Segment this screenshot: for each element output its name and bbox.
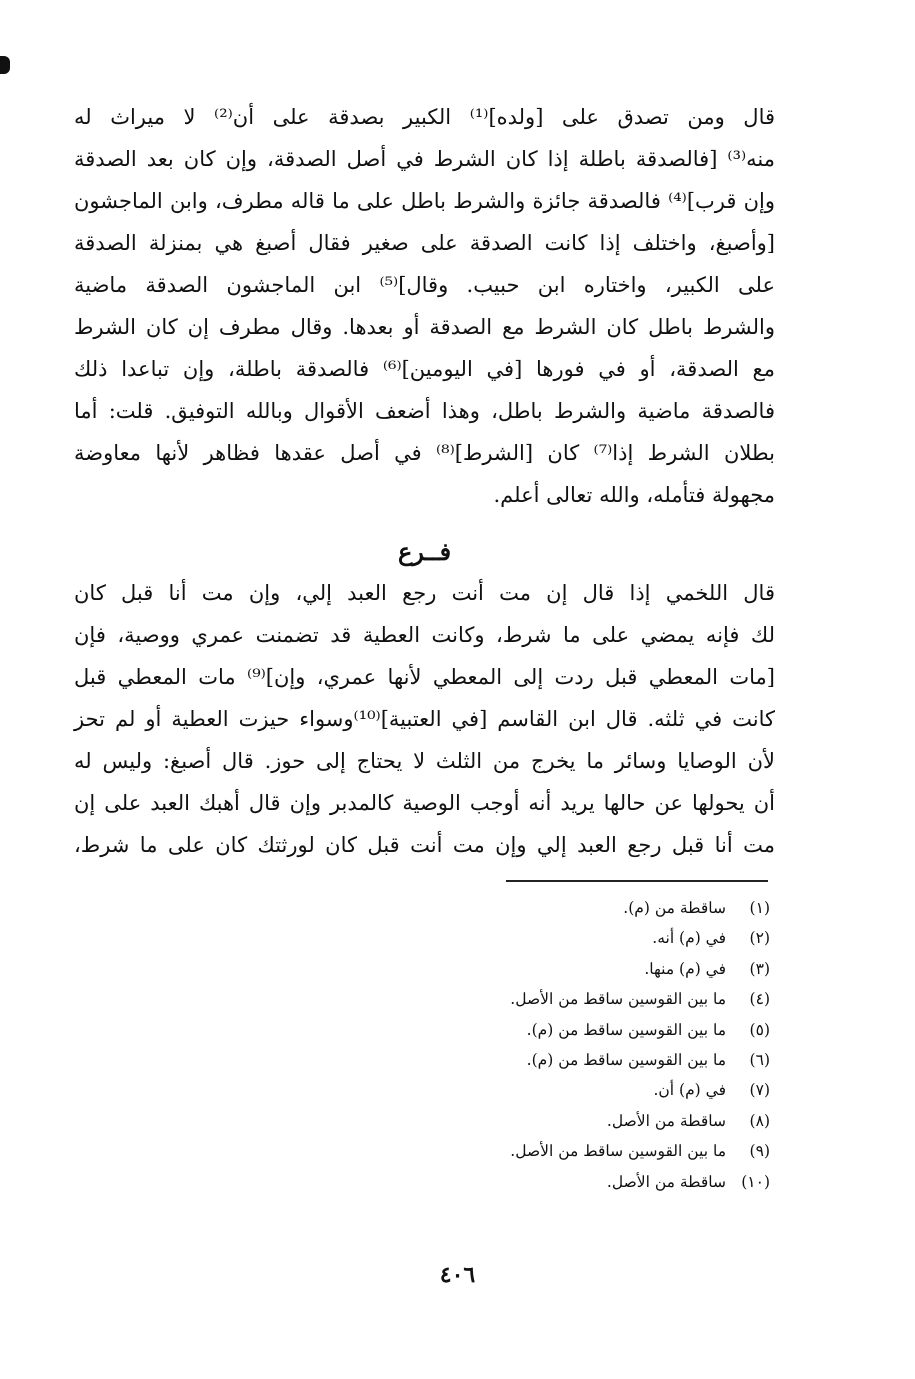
footnote-text: ما بين القوسين ساقط من (م). <box>526 1050 726 1069</box>
footnote <box>390 1136 770 1166</box>
footnote-number: (٩) <box>749 1142 770 1161</box>
footnote-text: في (م) أن. <box>653 1081 726 1100</box>
footnote <box>390 1167 770 1197</box>
footnotes-list <box>390 893 770 1197</box>
footnote-text: في (م) أنه. <box>652 929 726 948</box>
footnote-number: (٢) <box>749 929 770 948</box>
footnote-text: ساقطة من الأصل. <box>606 1172 726 1191</box>
page-number: ٤٠٦ <box>439 1262 476 1288</box>
footnote <box>390 1106 770 1136</box>
paragraph-two <box>74 572 775 866</box>
footnote-number: (٥) <box>749 1020 770 1039</box>
text-line: قال ومن تصدق على [ولده]⁽¹⁾ الكبير بصدقة على أن⁽²⁾ لا ميراث له <box>74 105 776 129</box>
footnote-text: ما بين القوسين ساقط من الأصل. <box>510 990 726 1009</box>
text-line: [مات المعطي قبل ردت إلى المعطي لأنها عمري، وإن]⁽⁹⁾ مات المعطي قبل <box>74 665 775 689</box>
footnote <box>390 1015 770 1045</box>
footnote <box>390 984 770 1014</box>
footnote-text: في (م) منها. <box>644 959 726 978</box>
text-line: مت أنا قبل رجع العبد إلي وإن مت أنت قبل كان لورثتك كان على ما شرط، <box>74 833 775 857</box>
text-line: فالصدقة ماضية والشرط باطل، وهذا أضعف الأقوال وبالله التوفيق. قلت: أما <box>74 399 775 423</box>
footnote <box>390 923 770 953</box>
text-line: والشرط باطل كان الشرط مع الصدقة أو بعدها. وقال مطرف إن كان الشرط <box>74 315 775 339</box>
text-line: أن يحولها عن حالها يريد أنه أوجب الوصية كالمدبر وإن قال أهبك العبد على إن <box>74 791 775 815</box>
footnote-number: (٦) <box>749 1050 770 1069</box>
text-line: بطلان الشرط إذا⁽⁷⁾ كان [الشرط]⁽⁸⁾ في أصل عقدها فظاهر لأنها معاوضة <box>74 441 775 465</box>
footnote <box>390 954 770 984</box>
text-line: لك فإنه يمضي على ما شرط، وكانت العطية قد تضمنت عمري ووصية، فإن <box>74 623 775 647</box>
footnote-divider <box>506 880 768 882</box>
footnote <box>390 893 770 923</box>
text-line: [وأصبغ، واختلف إذا كانت الصدقة على صغير فقال أصبغ هي بمنزلة الصدقة <box>74 231 775 255</box>
text-line: وإن قرب]⁽⁴⁾ فالصدقة جائزة والشرط باطل على ما قاله مطرف، وابن الماجشون <box>74 189 776 213</box>
text-line: منه⁽³⁾ [فالصدقة باطلة إذا كان الشرط في أصل الصدقة، وإن كان بعد الصدقة <box>74 147 775 171</box>
text-line: قال اللخمي إذا قال إن مت أنت رجع العبد إلي، وإن مت أنا قبل كان <box>74 581 775 605</box>
text-line: مجهولة فتأمله، والله تعالى أعلم. <box>493 483 775 507</box>
text-line: مع الصدقة، أو في فورها [في اليومين]⁽⁶⁾ فالصدقة باطلة، وإن تباعدا ذلك <box>74 357 775 381</box>
footnote-text: ما بين القوسين ساقط من الأصل. <box>510 1142 726 1161</box>
footnote-text: ساقطة من الأصل. <box>606 1111 726 1130</box>
footnote-number: (٣) <box>749 959 770 978</box>
text-line: كانت في ثلثه. قال ابن القاسم [في العتبية]⁽¹⁰⁾وسواء حيزت العطية أو لم تحز <box>74 707 775 731</box>
text-line: لأن الوصايا وسائر ما يخرج من الثلث لا يحتاج إلى حوز. قال أصبغ: وليس له <box>74 749 775 773</box>
footnote-number: (١) <box>749 899 770 917</box>
footnote-number: (٨) <box>749 1111 770 1130</box>
text-line: على الكبير، واختاره ابن حبيب. وقال]⁽⁵⁾ ابن الماجشون الصدقة ماضية <box>74 273 775 297</box>
section-heading: فــرع <box>397 537 452 566</box>
paragraph-one <box>74 96 775 516</box>
footnote <box>390 1075 770 1105</box>
footnote-number: (١٠) <box>741 1172 770 1191</box>
footnote-number: (٤) <box>749 990 770 1009</box>
footnote-text: ما بين القوسين ساقط من (م). <box>526 1020 726 1039</box>
footnote-text: ساقطة من (م). <box>623 899 726 917</box>
footnote <box>390 1045 770 1075</box>
scan-edge-mark <box>0 56 10 74</box>
footnote-number: (٧) <box>749 1081 770 1100</box>
